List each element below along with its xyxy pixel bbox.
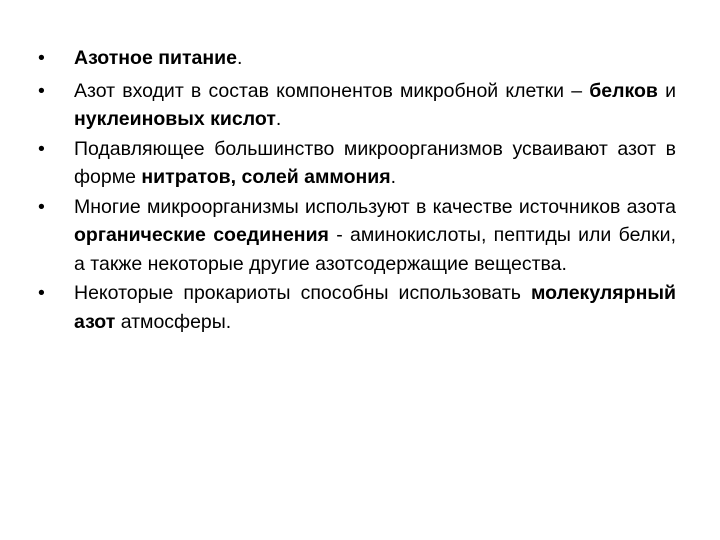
bullet-icon: • bbox=[38, 282, 45, 304]
text-run: - аминокислоты, пептиды или белки, а также некоторые другие азотсодержащие вещества. bbox=[74, 224, 676, 275]
bold-term: органические соединения bbox=[74, 224, 329, 246]
bullet-item-nitrogen-composition bbox=[38, 77, 676, 134]
text-run: Многие микроорганизмы используют в качестве источников азота bbox=[74, 195, 676, 218]
text-run: . bbox=[237, 47, 243, 69]
bullet-icon: • bbox=[38, 47, 45, 69]
text-run: Азот входит в состав компонентов микробной клетки – bbox=[74, 79, 590, 102]
bold-term: нитратов, солей аммония bbox=[141, 166, 391, 188]
bullet-icon: • bbox=[38, 79, 45, 102]
bold-term: нуклеиновых кислот bbox=[74, 108, 276, 130]
bullet-item-organic-sources bbox=[38, 193, 676, 279]
heading-text: Азотное питание bbox=[74, 47, 237, 69]
text-run: . bbox=[275, 108, 282, 130]
bullet-icon: • bbox=[38, 137, 45, 160]
bullet-item-nitrogen-forms bbox=[38, 135, 676, 192]
text-run: . bbox=[390, 166, 397, 188]
text-run: Некоторые прокариоты способны использовать bbox=[74, 282, 531, 304]
bullet-item-molecular-nitrogen bbox=[38, 279, 676, 336]
text-run: и bbox=[657, 79, 676, 102]
bold-term: белков bbox=[589, 79, 658, 102]
bullet-list bbox=[38, 44, 676, 337]
bold-term: молекулярный азот bbox=[74, 282, 676, 333]
text-run: Подавляющее большинство микроорганизмов усваивают азот в форме bbox=[74, 137, 676, 188]
bullet-icon: • bbox=[38, 195, 45, 218]
bullet-item-nitrogen-nutrition bbox=[38, 44, 676, 73]
text-run: атмосферы. bbox=[115, 310, 232, 333]
